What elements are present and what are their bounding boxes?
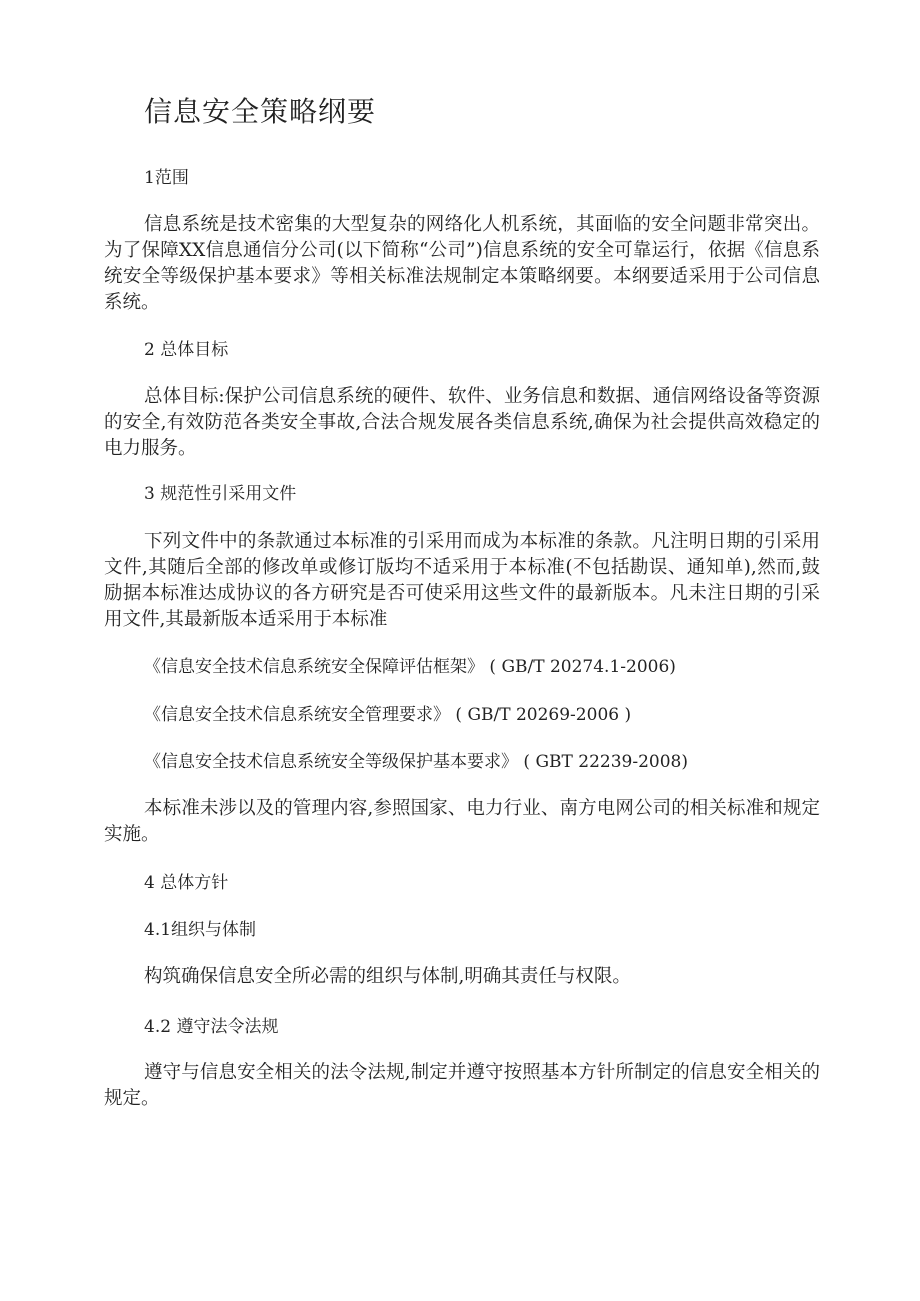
section-1-paragraph: 信息系统是技术密集的大型复杂的网络化人机系统，其面临的安全问题非常突出。为了保障XX信息通信分公司(以下简称“公司”)信息系统的安全可靠运行，依据《信息系统安全等级保护基本要求》等相关标准法规制定本策略纲要。本纲要适采用于公司信息系统。	[104, 214, 820, 313]
section-4-1-heading: 4.1组织与体制	[144, 920, 257, 940]
section-2-paragraph: 总体目标:保护公司信息系统的硬件、软件、业务信息和数据、通信网络设备等资源的安全,有效防范各类安全事故,合法合规发展各类信息系统,确保为社会提供高效稳定的电力服务。	[104, 386, 820, 459]
section-1-heading: 1范围	[144, 168, 189, 188]
reference-item-3: 《信息安全技术信息系统安全等级保护基本要求》 ( GBT 22239-2008)	[144, 752, 688, 772]
section-4-2-paragraph: 遵守与信息安全相关的法令法规,制定并遵守按照基本方针所制定的信息安全相关的规定。	[104, 1062, 820, 1109]
section-4-heading: 4 总体方针	[144, 873, 229, 893]
section-3-heading: 3 规范性引采用文件	[144, 484, 297, 504]
document-title: 信息安全策略纲要	[144, 95, 377, 128]
section-3-paragraph: 下列文件中的条款通过本标准的引采用而成为本标准的条款。凡注明日期的引采用文件,其随后全部的修改单或修订版均不适采用于本标准(不包括勘误、通知单),然而,鼓励据本标准达成协议的各方研究是否可使采用这些文件的最新版本。凡未注日期的引采用文件,其最新版本适采用于本标准	[104, 531, 820, 630]
section-3-note: 本标准未涉以及的管理内容,参照国家、电力行业、南方电网公司的相关标准和规定实施。	[104, 798, 820, 845]
section-2-heading: 2 总体目标	[144, 340, 229, 360]
section-4-2-heading: 4.2 遵守法令法规	[144, 1017, 279, 1037]
reference-item-1: 《信息安全技术信息系统安全保障评估框架》 ( GB/T 20274.1-2006)	[144, 657, 676, 677]
reference-item-2: 《信息安全技术信息系统安全管理要求》 ( GB/T 20269-2006 )	[144, 705, 632, 725]
section-4-1-paragraph: 构筑确保信息安全所必需的组织与体制,明确其责任与权限。	[144, 966, 631, 987]
